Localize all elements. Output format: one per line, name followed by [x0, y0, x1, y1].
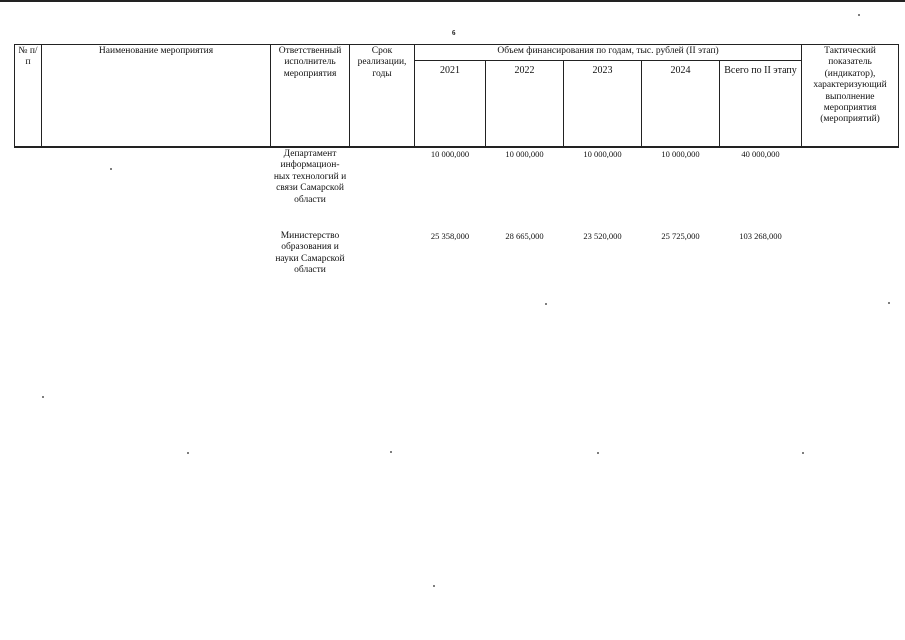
- page-number: 6: [452, 29, 456, 37]
- row-total: 40 000,000: [741, 149, 780, 159]
- row-responsible: Департамент информацион- ных технологий и связи Самарской области: [273, 149, 347, 205]
- top-border-line: [0, 0, 905, 2]
- row-responsible: Министерство образования и науки Самарской области: [275, 231, 345, 276]
- header-responsible: Ответственный исполнитель мероприятия: [271, 45, 350, 148]
- row-value-2022: 10 000,000: [505, 149, 544, 159]
- header-total: Всего по II этапу: [720, 61, 802, 148]
- scan-speck: [597, 452, 599, 454]
- row-value-2021: 10 000,000: [430, 149, 470, 159]
- scan-speck: [433, 585, 435, 587]
- row-value-2021: 25 358,000: [430, 231, 470, 241]
- header-year-2021: 2021: [415, 61, 486, 148]
- scan-speck: [858, 14, 860, 16]
- scan-speck: [802, 452, 804, 454]
- table-row: [15, 230, 899, 312]
- row-value-2023: 23 520,000: [583, 231, 622, 241]
- header-year-2022: 2022: [486, 61, 564, 148]
- scan-speck: [545, 303, 547, 305]
- header-year-2024: 2024: [642, 61, 720, 148]
- row-value-2024: 25 725,000: [661, 231, 700, 241]
- table-row: [15, 147, 899, 230]
- row-value-2024: 10 000,000: [661, 149, 700, 159]
- header-period: Срок реализации, годы: [350, 45, 415, 148]
- scan-speck: [42, 396, 44, 398]
- row-value-2022: 28 665,000: [505, 231, 544, 241]
- header-indicator: Тактический показатель (индикатор), характеризующий выполнение мероприятия (мероприятий): [802, 45, 899, 148]
- header-num: № п/п: [15, 45, 42, 148]
- scan-speck: [110, 168, 112, 170]
- row-value-2023: 10 000,000: [583, 149, 622, 159]
- scan-speck: [187, 452, 189, 454]
- scan-speck: [390, 451, 392, 453]
- header-year-2023: 2023: [564, 61, 642, 148]
- header-name: Наименование мероприятия: [42, 45, 271, 148]
- funding-table: [14, 44, 899, 312]
- row-total: 103 268,000: [739, 231, 782, 241]
- header-funding: Объем финансирования по годам, тыс. рублей (II этап): [415, 45, 802, 61]
- scan-speck: [888, 302, 890, 304]
